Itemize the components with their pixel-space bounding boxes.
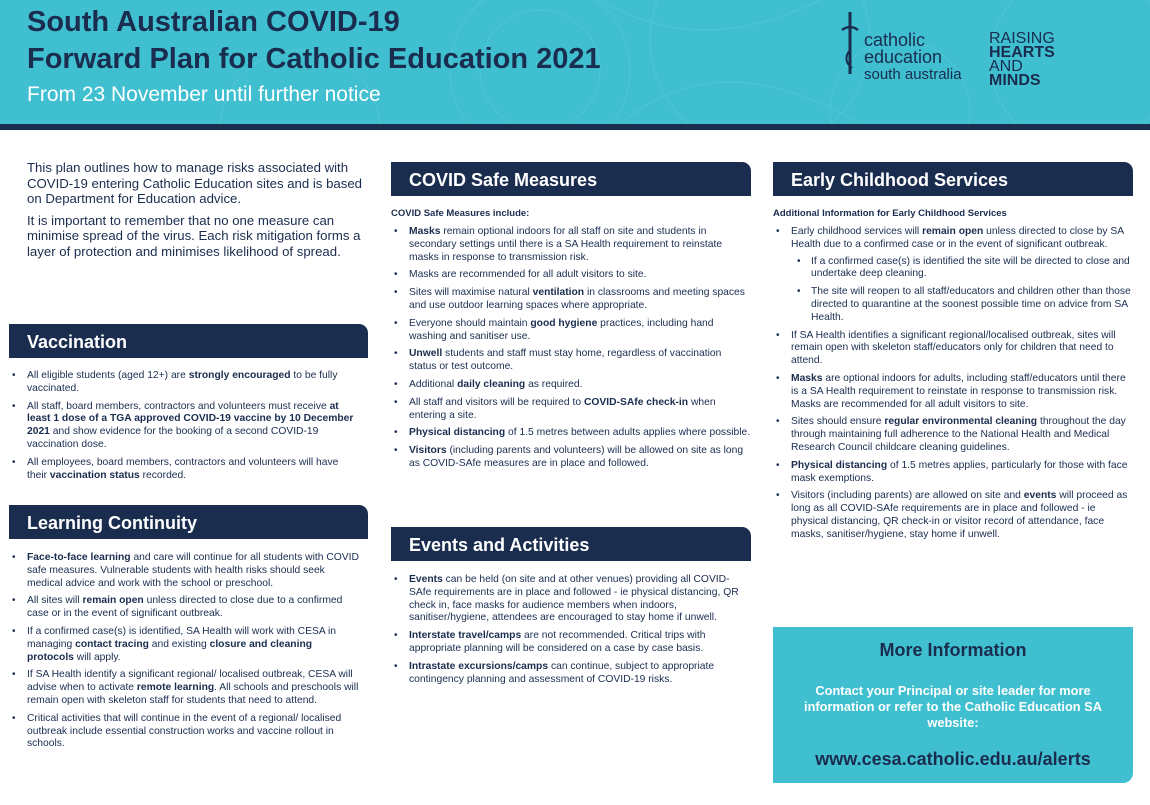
- section-title-events: Events and Activities: [391, 527, 751, 561]
- header-banner: [0, 0, 1150, 124]
- list-item: • All eligible students (aged 12+) are strongly encouraged to be fully vaccinated.: [9, 370, 359, 396]
- intro-paragraph-1: This plan outlines how to manage risks associated with COVID-19 entering Catholic Education sites and is based on Department for Education advice.: [27, 160, 362, 206]
- events-list: [391, 574, 751, 691]
- list-item: • Masks remain optional indoors for all staff on site and students in secondary settings until there is a SA Health requirement to reinstate masks in response to transmission risk.: [391, 226, 751, 264]
- list-item: • Physical distancing of 1.5 metres between adults applies where possible.: [391, 427, 751, 440]
- logo-word-education: education: [864, 47, 943, 67]
- tagline-and: AND: [989, 58, 1023, 75]
- cross-icon: [838, 10, 862, 76]
- logo-word-catholic: catholic: [864, 30, 926, 50]
- intro-paragraph-2: It is important to remember that no one measure can minimise spread of the virus. Each risk mitigation forms a layer of protection and minimises likelihood of spread.: [27, 212, 361, 259]
- list-item: • Physical distancing of 1.5 metres applies, particularly for those with face mask exemptions.: [773, 460, 1133, 486]
- list-item: • Unwell students and staff must stay home, regardless of vaccination status or test outcome.: [391, 348, 751, 374]
- list-item: • All employees, board members, contractors and volunteers will have their vaccination status recorded.: [9, 457, 359, 483]
- list-item: • Interstate travel/camps are not recommended. Critical trips with appropriate planning will be considered on a case by case basis.: [391, 630, 751, 656]
- list-item: • Sites should ensure regular environmental cleaning throughout the day through maintaining full adherence to the National Health and Medical Research Council childcare cleaning guidelines.: [773, 416, 1133, 454]
- early-childhood-list: [773, 226, 1133, 547]
- early-childhood-sublist: [791, 256, 1133, 325]
- list-item: • Early childhood services will remain open unless directed to close by SA Health due to a confirmed case or in the event of significant outbreak. • If a confirmed case(s) is identified the site will be directed to close and undertake deep cleaning. • The site will reopen to all staff/educators and children other than those directed to quarantine at the soonest possible time on advice from SA Health.: [773, 226, 1133, 325]
- list-item: • Face-to-face learning and care will continue for all students with COVID safe measures. Vulnerable students with health risks should seek medical advice and work with the school or preschool.: [9, 552, 359, 590]
- section-title-vaccination: Vaccination: [9, 324, 368, 358]
- covid-safe-list: [391, 226, 751, 476]
- tagline: [989, 32, 1055, 88]
- tagline-raising: RAISING: [989, 30, 1055, 47]
- more-info-title: More Information: [879, 640, 1027, 660]
- section-title-covid-safe: COVID Safe Measures: [391, 162, 751, 196]
- learning-list: [9, 552, 359, 756]
- list-item: • Masks are optional indoors for adults, including staff/educators until there is a SA Health requirement to reinstate in response to transmission risk. Masks are recommended for all adult visitors to site.: [773, 373, 1133, 411]
- list-item: • All sites will remain open unless directed to close due to a confirmed case or in the event of significant outbreak.: [9, 595, 359, 621]
- early-childhood-label: Additional Information for Early Childhood Services: [773, 208, 1007, 219]
- list-item: • All staff and visitors will be required to COVID-SAfe check-in when entering a site.: [391, 397, 751, 423]
- list-item: • Visitors (including parents) are allowed on site and events will proceed as long as all COVID-SAfe requirements are in place and followed - ie physical distancing, QR check-in or visitor record of attendance, face masks, sanitiser/hygiene, stay home if unwell.: [773, 490, 1133, 541]
- section-title-learning: Learning Continuity: [9, 505, 368, 539]
- list-item: • Sites will maximise natural ventilation in classrooms and meeting spaces and use outdoor learning spaces where appropriate.: [391, 287, 751, 313]
- list-item: • If a confirmed case(s) is identified, SA Health will work with CESA in managing contact tracing and existing closure and cleaning protocols will apply.: [9, 626, 359, 664]
- more-info-body: Contact your Principal or site leader for more information or refer to the Catholic Education SA website:: [804, 683, 1102, 730]
- covid-safe-label: COVID Safe Measures include:: [391, 208, 530, 219]
- vaccination-list: [9, 370, 359, 487]
- list-item: • Visitors (including parents and volunteers) will be allowed on site as long as COVID-SAfe measures are in place and followed.: [391, 445, 751, 471]
- tagline-minds: MINDS: [989, 72, 1041, 89]
- list-item: • Additional daily cleaning as required.: [391, 379, 751, 392]
- page-subtitle: From 23 November until further notice: [27, 83, 381, 106]
- sub-list-item: • If a confirmed case(s) is identified the site will be directed to close and undertake deep cleaning.: [791, 256, 1133, 282]
- list-item: • If SA Health identifies a significant regional/localised outbreak, sites will remain open with skeleton staff/educators only for children that need to attend.: [773, 330, 1133, 368]
- section-title-early-childhood: Early Childhood Services: [773, 162, 1133, 196]
- list-item: • Events can be held (on site and at other venues) providing all COVID-SAfe requirements are in place and followed - ie physical distancing, QR check in, face masks for audience members when indoors, sanitiser/hygiene, attendees are encouraged to stay home if unwell.: [391, 574, 751, 625]
- list-item: • Everyone should maintain good hygiene practices, including hand washing and sanitiser use.: [391, 318, 751, 344]
- list-item: • Masks are recommended for all adult visitors to site.: [391, 269, 751, 282]
- cesa-logo: [838, 10, 978, 92]
- tagline-hearts: HEARTS: [989, 44, 1055, 61]
- page-title-line2: Forward Plan for Catholic Education 2021: [27, 43, 601, 75]
- more-information-panel: [773, 627, 1133, 783]
- intro-text: [27, 160, 367, 265]
- page-title-line1: South Australian COVID-19: [27, 6, 400, 38]
- logo-word-sa: south australia: [864, 66, 962, 83]
- more-info-link[interactable]: www.cesa.catholic.edu.au/alerts: [815, 749, 1091, 769]
- list-item: • If SA Health identify a significant regional/ localised outbreak, CESA will advise when to activate remote learning. All schools and preschools will remain open with skeleton staff for students that need to attend.: [9, 669, 359, 707]
- sub-list-item: • The site will reopen to all staff/educators and children other than those directed to quarantine at the soonest possible time on advice from SA Health.: [791, 286, 1133, 324]
- list-item: • Intrastate excursions/camps can continue, subject to appropriate contingency planning and assessment of COVID-19 risks.: [391, 661, 751, 687]
- list-item: • All staff, board members, contractors and volunteers must receive at least 1 dose of a TGA approved COVID-19 vaccine by 10 December 2021 and show evidence for the booking of a second COVID-19 vaccination dose.: [9, 401, 359, 452]
- list-item: • Critical activities that will continue in the event of a regional/ localised outbreak include essential construction works and vaccine rollout in schools.: [9, 713, 359, 751]
- header-divider: [0, 124, 1150, 130]
